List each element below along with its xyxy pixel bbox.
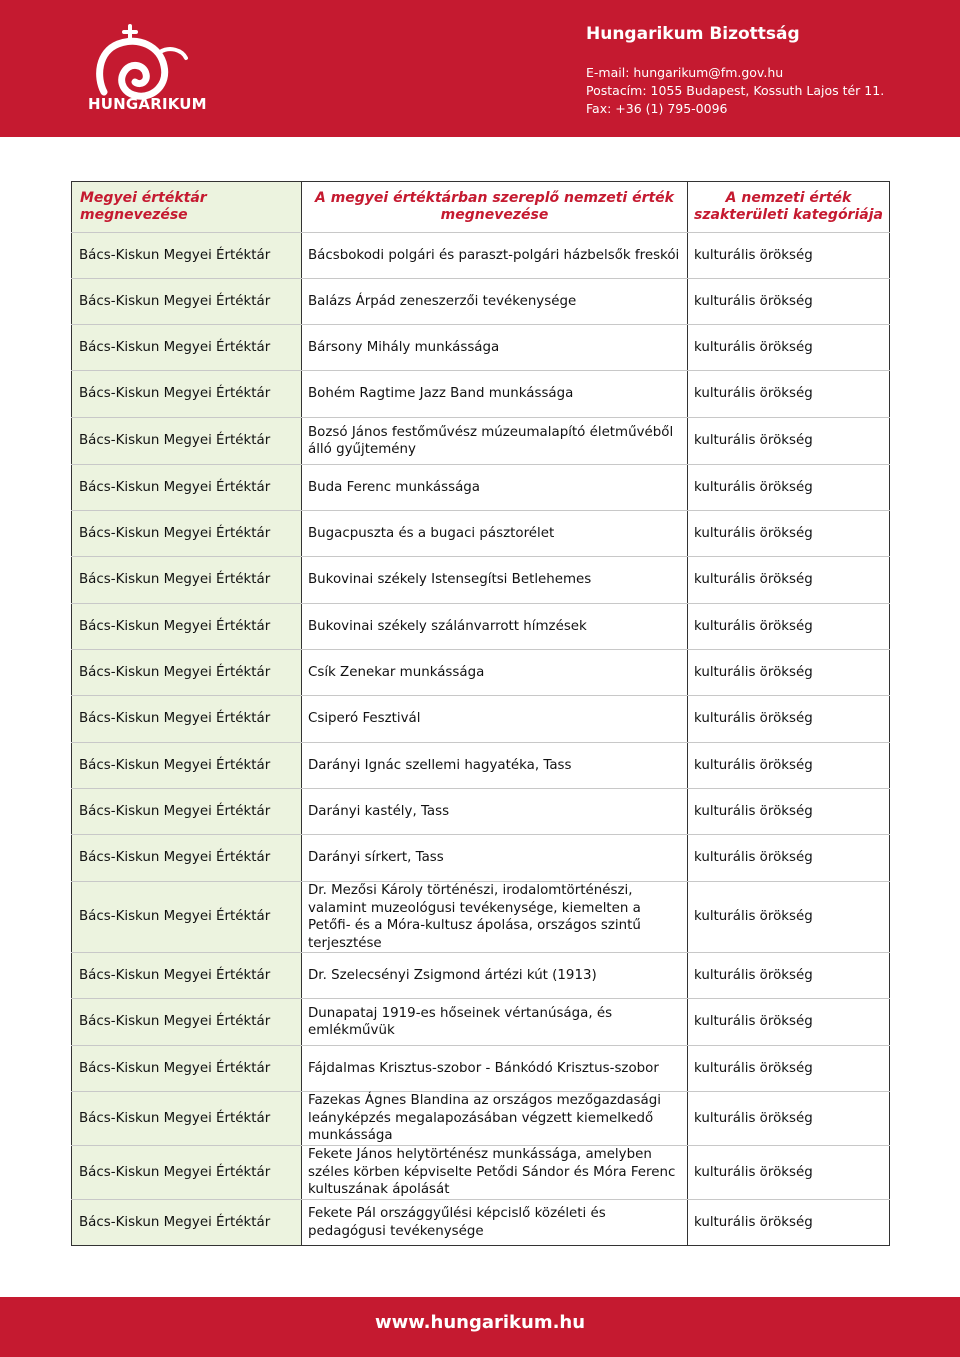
category-cell: kulturális örökség xyxy=(688,743,890,789)
county-cell: Bács-Kiskun Megyei Értéktár xyxy=(72,511,302,557)
page-header xyxy=(0,0,960,137)
table-row xyxy=(72,511,890,557)
table-row xyxy=(72,1200,890,1246)
table-row xyxy=(72,743,890,789)
table-row xyxy=(72,650,890,696)
category-cell: kulturális örökség xyxy=(688,465,890,511)
category-cell: kulturális örökség xyxy=(688,789,890,835)
table-row xyxy=(72,371,890,418)
table-row xyxy=(72,835,890,882)
value-name-cell: Dunapataj 1919-es hőseinek vértanúsága, és emlékművük xyxy=(302,999,688,1046)
table-row xyxy=(72,789,890,835)
value-name-cell: Fekete János helytörténész munkássága, amelyben széles körben képviselte Petődi Sándor és Móra Ferenc kultuszának ápolását xyxy=(302,1146,688,1200)
table-row xyxy=(72,1046,890,1092)
table-row xyxy=(72,1092,890,1146)
table-row xyxy=(72,604,890,650)
category-cell: kulturális örökség xyxy=(688,1046,890,1092)
category-cell: kulturális örökség xyxy=(688,953,890,999)
category-cell: kulturális örökség xyxy=(688,511,890,557)
county-cell: Bács-Kiskun Megyei Értéktár xyxy=(72,1146,302,1200)
category-cell: kulturális örökség xyxy=(688,233,890,279)
column-header-category: A nemzeti érték szakterületi kategóriája xyxy=(688,182,890,233)
value-name-cell: Darányi sírkert, Tass xyxy=(302,835,688,882)
category-cell: kulturális örökség xyxy=(688,279,890,325)
value-name-cell: Bohém Ragtime Jazz Band munkássága xyxy=(302,371,688,418)
county-cell: Bács-Kiskun Megyei Értéktár xyxy=(72,696,302,743)
table-row xyxy=(72,696,890,743)
county-cell: Bács-Kiskun Megyei Értéktár xyxy=(72,279,302,325)
category-cell: kulturális örökség xyxy=(688,1200,890,1246)
value-name-cell: Fekete Pál országgyűlési képcislő közéleti és pedagógusi tevékenysége xyxy=(302,1200,688,1246)
county-cell: Bács-Kiskun Megyei Értéktár xyxy=(72,650,302,696)
value-name-cell: Balázs Árpád zeneszerzői tevékenysége xyxy=(302,279,688,325)
value-name-cell: Bársony Mihály munkássága xyxy=(302,325,688,371)
table-row xyxy=(72,325,890,371)
value-name-cell: Bozsó János festőművész múzeumalapító életművéből álló gyűjtemény xyxy=(302,418,688,465)
county-cell: Bács-Kiskun Megyei Értéktár xyxy=(72,1200,302,1246)
county-cell: Bács-Kiskun Megyei Értéktár xyxy=(72,325,302,371)
county-cell: Bács-Kiskun Megyei Értéktár xyxy=(72,233,302,279)
value-name-cell: Csiperó Fesztivál xyxy=(302,696,688,743)
category-cell: kulturális örökség xyxy=(688,557,890,604)
category-cell: kulturális örökség xyxy=(688,696,890,743)
county-cell: Bács-Kiskun Megyei Értéktár xyxy=(72,953,302,999)
organization-fax: Fax: +36 (1) 795-0096 xyxy=(586,101,728,116)
county-cell: Bács-Kiskun Megyei Értéktár xyxy=(72,418,302,465)
value-name-cell: Dr. Mezősi Károly történészi, irodalomtörténészi, valamint muzeológusi tevékenysége, kiemelten a Petőfi- és a Móra-kultusz ápolása, országos szintű terjesztése xyxy=(302,882,688,953)
value-name-cell: Fájdalmas Krisztus-szobor - Bánkódó Krisztus-szobor xyxy=(302,1046,688,1092)
table-row xyxy=(72,557,890,604)
values-table xyxy=(71,181,890,1246)
table-row xyxy=(72,1146,890,1200)
value-name-cell: Csík Zenekar munkássága xyxy=(302,650,688,696)
county-cell: Bács-Kiskun Megyei Értéktár xyxy=(72,1046,302,1092)
county-cell: Bács-Kiskun Megyei Értéktár xyxy=(72,604,302,650)
value-name-cell: Darányi kastély, Tass xyxy=(302,789,688,835)
county-cell: Bács-Kiskun Megyei Értéktár xyxy=(72,465,302,511)
category-cell: kulturális örökség xyxy=(688,418,890,465)
value-name-cell: Darányi Ignác szellemi hagyatéka, Tass xyxy=(302,743,688,789)
table-row xyxy=(72,465,890,511)
table-row xyxy=(72,999,890,1046)
value-name-cell: Fazekas Ágnes Blandina az országos mezőgazdasági leányképzés megalapozásában végzett kiemelkedő munkássága xyxy=(302,1092,688,1146)
logo-wordmark: HUNGARIKUM xyxy=(88,95,207,113)
table-header-row xyxy=(72,182,890,233)
county-cell: Bács-Kiskun Megyei Értéktár xyxy=(72,557,302,604)
organization-info xyxy=(586,24,884,118)
value-name-cell: Buda Ferenc munkássága xyxy=(302,465,688,511)
category-cell: kulturális örökség xyxy=(688,325,890,371)
table-row xyxy=(72,279,890,325)
category-cell: kulturális örökség xyxy=(688,882,890,953)
column-header-value: A megyei értéktárban szereplő nemzeti érték megnevezése xyxy=(302,182,688,233)
table-row xyxy=(72,953,890,999)
table-row xyxy=(72,882,890,953)
organization-email[interactable]: E-mail: hungarikum@fm.gov.hu xyxy=(586,65,784,80)
value-name-cell: Dr. Szelecsényi Zsigmond ártézi kút (1913) xyxy=(302,953,688,999)
table-row xyxy=(72,418,890,465)
category-cell: kulturális örökség xyxy=(688,1092,890,1146)
organization-title: Hungarikum Bizottság xyxy=(586,24,800,44)
category-cell: kulturális örökség xyxy=(688,371,890,418)
category-cell: kulturális örökség xyxy=(688,999,890,1046)
footer-website-link[interactable]: www.hungarikum.hu xyxy=(374,1312,586,1333)
value-name-cell: Bugacpuszta és a bugaci pásztorélet xyxy=(302,511,688,557)
table-row xyxy=(72,233,890,279)
category-cell: kulturális örökség xyxy=(688,835,890,882)
organization-postal-address: Postacím: 1055 Budapest, Kossuth Lajos tér 11. xyxy=(586,83,885,98)
county-cell: Bács-Kiskun Megyei Értéktár xyxy=(72,743,302,789)
county-cell: Bács-Kiskun Megyei Értéktár xyxy=(72,999,302,1046)
category-cell: kulturális örökség xyxy=(688,650,890,696)
county-cell: Bács-Kiskun Megyei Értéktár xyxy=(72,789,302,835)
county-cell: Bács-Kiskun Megyei Értéktár xyxy=(72,371,302,418)
category-cell: kulturális örökség xyxy=(688,604,890,650)
value-name-cell: Bukovinai székely Istensegítsi Betlehemes xyxy=(302,557,688,604)
county-cell: Bács-Kiskun Megyei Értéktár xyxy=(72,835,302,882)
column-header-county: Megyei értéktár megnevezése xyxy=(72,182,302,233)
value-name-cell: Bukovinai székely szálánvarrott hímzések xyxy=(302,604,688,650)
county-cell: Bács-Kiskun Megyei Értéktár xyxy=(72,1092,302,1146)
county-cell: Bács-Kiskun Megyei Értéktár xyxy=(72,882,302,953)
value-name-cell: Bácsbokodi polgári és paraszt-polgári házbelsők freskói xyxy=(302,233,688,279)
page-footer xyxy=(0,1297,960,1357)
category-cell: kulturális örökség xyxy=(688,1146,890,1200)
